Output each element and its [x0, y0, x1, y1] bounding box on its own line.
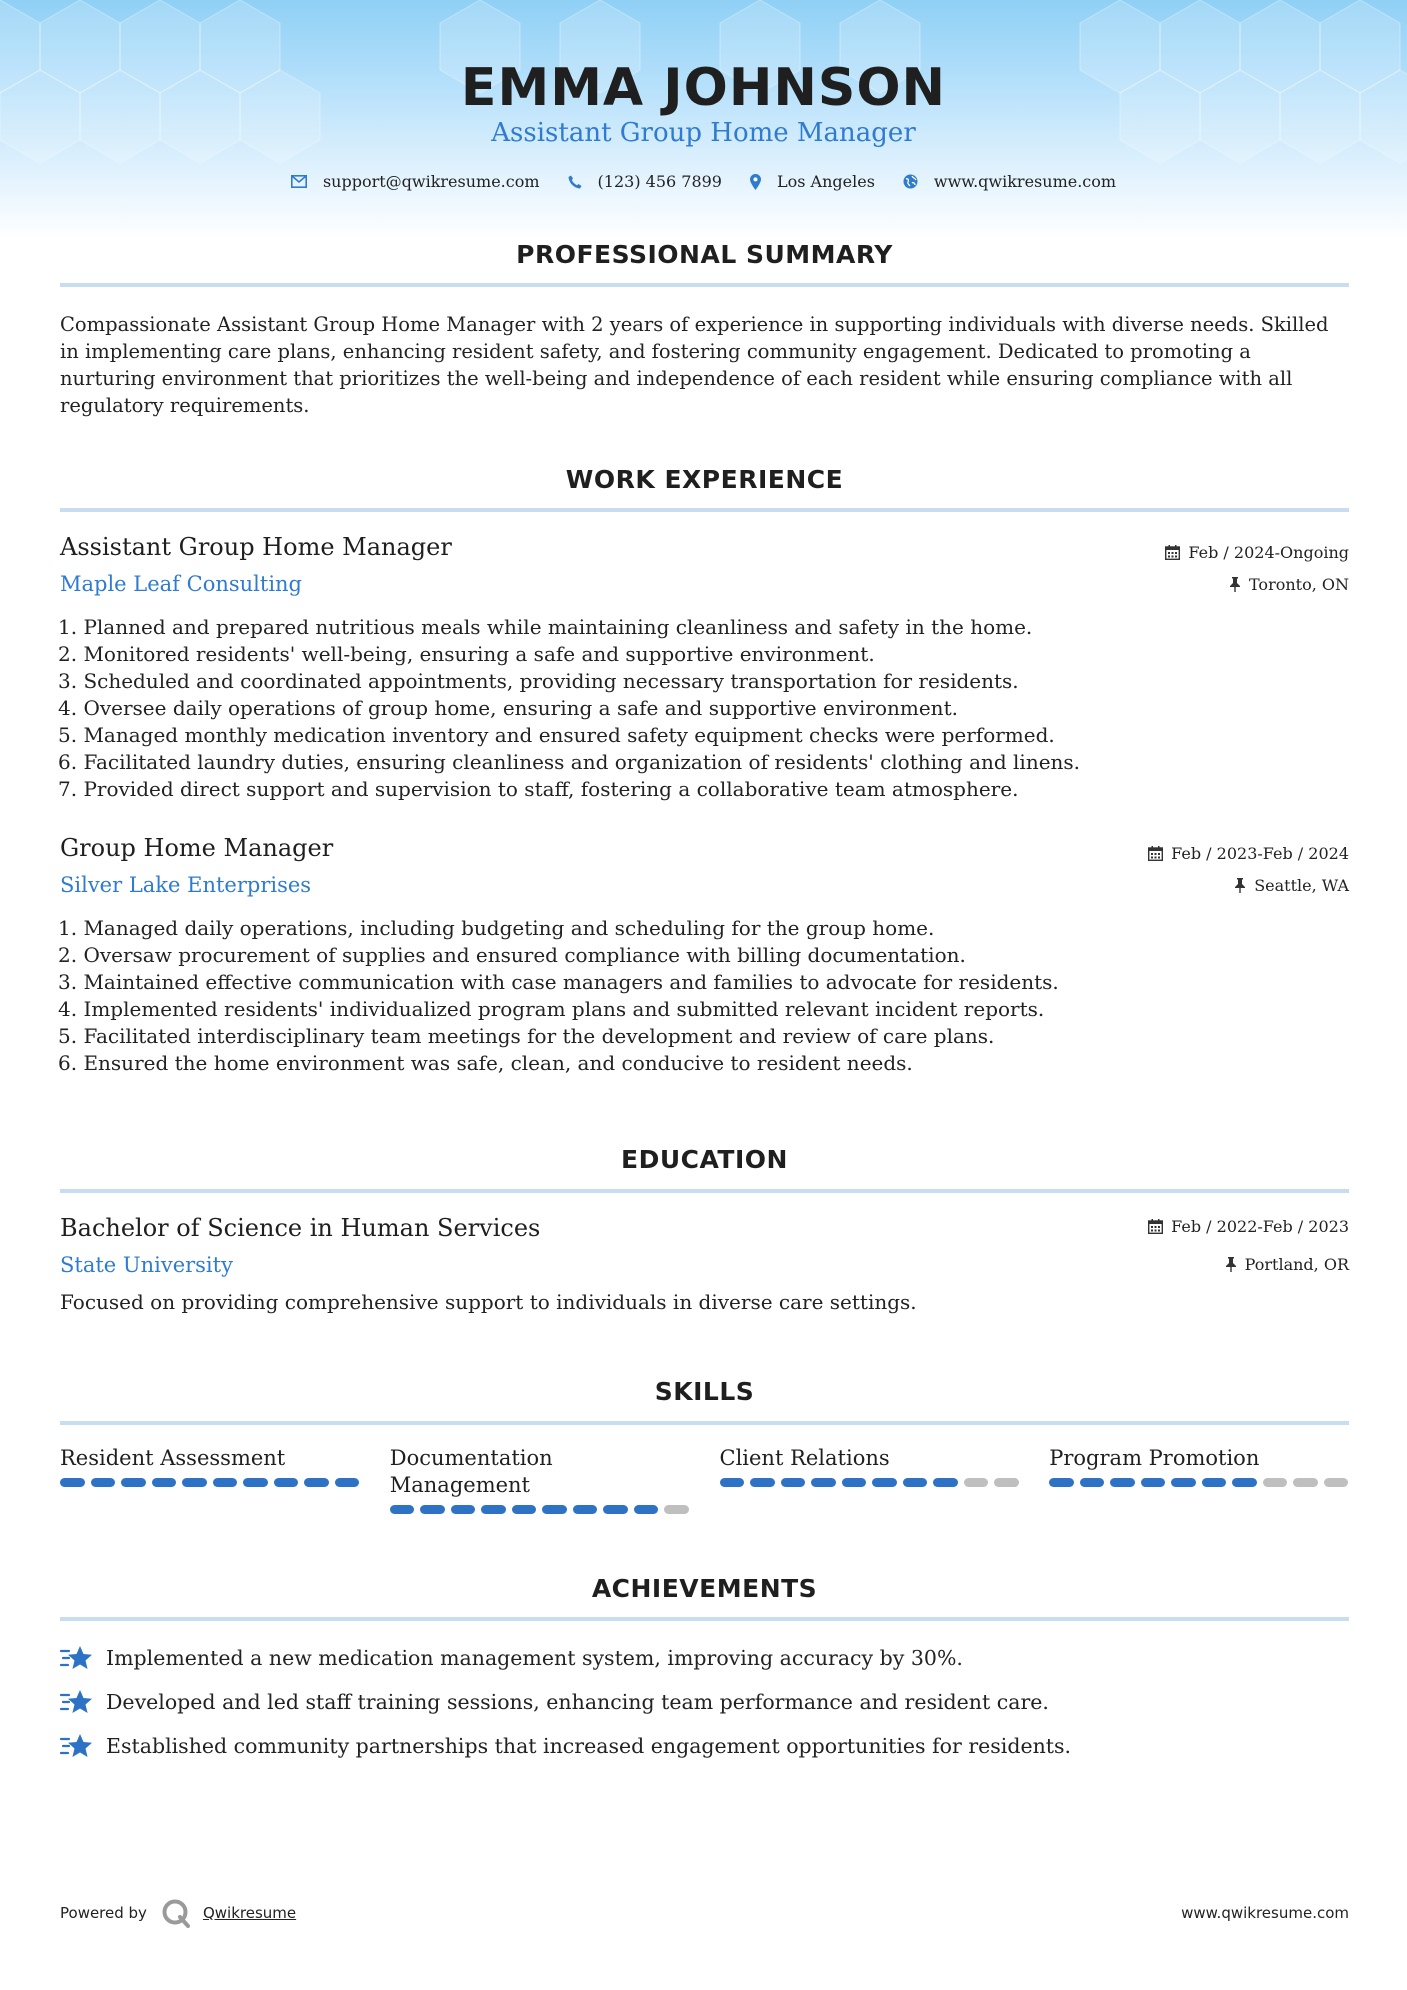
calendar-icon	[1148, 846, 1163, 861]
skill-segment-filled	[60, 1478, 85, 1487]
skill-segment-filled	[872, 1478, 897, 1487]
candidate-name: EMMA JOHNSON	[460, 58, 947, 118]
skills-divider	[60, 1421, 1349, 1425]
skill-segment-filled	[842, 1478, 867, 1487]
star-icon	[60, 1688, 94, 1716]
skill-segment-filled	[720, 1478, 745, 1487]
location-text: Los Angeles	[776, 172, 875, 191]
skill-name: Resident Assessment	[60, 1446, 286, 1470]
skill-segment-filled	[903, 1478, 928, 1487]
achievements-list	[60, 1636, 1350, 1768]
skills-grid	[60, 1445, 1349, 1514]
skill-segment-filled	[152, 1478, 177, 1487]
pushpin-icon	[1234, 878, 1246, 893]
list-item: Developed and led staff training sessions, enhancing team performance and resident care.	[60, 1680, 1350, 1724]
calendar-icon	[1148, 1219, 1163, 1234]
list-item: 2. Oversaw procurement of supplies and ensured compliance with billing documentation.	[58, 943, 966, 967]
skill-segment-filled	[933, 1478, 958, 1487]
skill-level-bar	[60, 1478, 360, 1487]
skill-segment-filled	[512, 1505, 537, 1514]
star-icon	[60, 1732, 94, 1760]
skill-segment-filled	[542, 1505, 567, 1514]
summary-text: Compassionate Assistant Group Home Manager with 2 years of experience in supporting individuals with diverse needs. Skilled in implementing care plans, enhancing resident safety, and fostering community engagement. Dedicated to promoting a nurturing environment that prioritizes the well-being and independence of each resident while ensuring compliance with all regulatory requirements.	[60, 313, 1329, 417]
candidate-role: Assistant Group Home Manager	[491, 118, 916, 148]
phone-icon	[568, 175, 582, 189]
job-1-dates: Feb / 2024-Ongoing	[1165, 543, 1349, 562]
brand-link[interactable]: Qwikresume	[202, 1904, 297, 1922]
list-item: 2. Monitored residents' well-being, ensuring a safe and supportive environment.	[58, 642, 875, 666]
skill-item	[60, 1445, 360, 1514]
skill-segment-filled	[335, 1478, 360, 1487]
footer-website[interactable]: www.qwikresume.com	[1181, 1904, 1349, 1922]
skill-item	[390, 1445, 690, 1514]
list-item: 1. Managed daily operations, including budgeting and scheduling for the group home.	[58, 916, 935, 940]
skill-name: Documentation Management	[389, 1446, 553, 1497]
education-divider	[60, 1189, 1349, 1193]
education-description: Focused on providing comprehensive support to individuals in diverse care settings.	[60, 1290, 917, 1314]
skill-segment-filled	[573, 1505, 598, 1514]
list-item: 4. Oversee daily operations of group home, ensuring a safe and supportive environment.	[58, 696, 958, 720]
skill-segment-filled	[603, 1505, 628, 1514]
skill-segment-filled	[1110, 1478, 1135, 1487]
skill-level-bar	[720, 1478, 1020, 1487]
summary-divider	[60, 283, 1349, 287]
skill-segment-empty	[1293, 1478, 1318, 1487]
education-school: State University	[60, 1253, 233, 1277]
job-2-bullets	[58, 915, 1348, 1077]
education-section-title: EDUCATION	[621, 1145, 788, 1174]
list-item: 6. Ensured the home environment was safe, clean, and conducive to resident needs.	[58, 1051, 913, 1075]
email-text: support@qwikresume.com	[322, 172, 540, 191]
qwikresume-logo	[161, 1898, 191, 1928]
job-1-title: Assistant Group Home Manager	[60, 533, 452, 561]
pushpin-icon	[1225, 1257, 1237, 1272]
skill-segment-filled	[420, 1505, 445, 1514]
list-item: Established community partnerships that increased engagement opportunities for residents.	[60, 1724, 1350, 1768]
list-item: 4. Implemented residents' individualized program plans and submitted relevant incident reports.	[58, 997, 1045, 1021]
contact-phone[interactable]	[568, 172, 722, 191]
skill-segment-filled	[274, 1478, 299, 1487]
contact-email[interactable]	[291, 172, 540, 191]
list-item: Implemented a new medication management system, improving accuracy by 30%.	[60, 1636, 1350, 1680]
skill-segment-filled	[481, 1505, 506, 1514]
map-pin-icon	[750, 174, 761, 190]
list-item: 7. Provided direct support and supervision to staff, fostering a collaborative team atmosphere.	[58, 777, 1019, 801]
job-1-company: Maple Leaf Consulting	[60, 572, 303, 596]
list-item: 3. Scheduled and coordinated appointments, providing necessary transportation for residents.	[58, 669, 1019, 693]
powered-by-label: Powered by	[60, 1904, 147, 1922]
achievements-divider	[60, 1617, 1349, 1621]
skill-segment-filled	[1080, 1478, 1105, 1487]
list-item: 5. Facilitated interdisciplinary team meetings for the development and review of care plans.	[58, 1024, 995, 1048]
summary-section-title: PROFESSIONAL SUMMARY	[516, 240, 893, 269]
skill-segment-filled	[1232, 1478, 1257, 1487]
phone-text: (123) 456 7899	[597, 172, 722, 191]
globe-icon	[903, 174, 918, 189]
skill-segment-filled	[781, 1478, 806, 1487]
education-location: Portland, OR	[1225, 1255, 1349, 1274]
skills-section-title: SKILLS	[654, 1377, 755, 1406]
skill-segment-empty	[1324, 1478, 1349, 1487]
achievements-section-title: ACHIEVEMENTS	[591, 1574, 818, 1603]
contact-website[interactable]	[903, 172, 1116, 191]
experience-divider	[60, 508, 1349, 512]
skill-item	[720, 1445, 1020, 1514]
job-2-dates: Feb / 2023-Feb / 2024	[1148, 844, 1349, 863]
star-icon	[60, 1644, 94, 1672]
job-1-bullets	[58, 614, 1348, 803]
skill-segment-filled	[1049, 1478, 1074, 1487]
skill-segment-filled	[811, 1478, 836, 1487]
job-2-title: Group Home Manager	[60, 834, 334, 862]
skill-segment-empty	[664, 1505, 689, 1514]
job-1-location: Toronto, ON	[1229, 575, 1349, 594]
skill-item	[1049, 1445, 1349, 1514]
skill-segment-filled	[1141, 1478, 1166, 1487]
website-text: www.qwikresume.com	[933, 172, 1117, 191]
education-degree: Bachelor of Science in Human Services	[60, 1214, 541, 1242]
list-item: 3. Maintained effective communication with case managers and families to advocate for residents.	[58, 970, 1059, 994]
skill-level-bar	[1049, 1478, 1349, 1487]
skill-segment-filled	[451, 1505, 476, 1514]
list-item: 1. Planned and prepared nutritious meals while maintaining cleanliness and safety in the home.	[58, 615, 1033, 639]
skill-segment-filled	[213, 1478, 238, 1487]
skill-level-bar	[390, 1505, 690, 1514]
pushpin-icon	[1229, 577, 1241, 592]
skill-segment-filled	[182, 1478, 207, 1487]
education-dates: Feb / 2022-Feb / 2023	[1148, 1217, 1349, 1236]
skill-segment-empty	[994, 1478, 1019, 1487]
contact-location	[750, 172, 875, 191]
experience-section-title: WORK EXPERIENCE	[565, 465, 844, 494]
skill-segment-filled	[750, 1478, 775, 1487]
list-item: 5. Managed monthly medication inventory and ensured safety equipment checks were performed.	[58, 723, 1055, 747]
skill-segment-filled	[121, 1478, 146, 1487]
skill-segment-filled	[243, 1478, 268, 1487]
skill-segment-empty	[1263, 1478, 1288, 1487]
skill-name: Client Relations	[719, 1446, 890, 1470]
job-2-location: Seattle, WA	[1234, 876, 1349, 895]
skill-segment-filled	[1202, 1478, 1227, 1487]
footer	[60, 1898, 1349, 1928]
skill-segment-filled	[634, 1505, 659, 1514]
skill-segment-filled	[390, 1505, 415, 1514]
skill-segment-filled	[91, 1478, 116, 1487]
job-2-company: Silver Lake Enterprises	[60, 873, 312, 897]
skill-name: Program Promotion	[1049, 1446, 1260, 1470]
contact-bar	[0, 172, 1407, 191]
list-item: 6. Facilitated laundry duties, ensuring cleanliness and organization of residents' clothing and linens.	[58, 750, 1081, 774]
envelope-icon	[291, 175, 307, 188]
skill-segment-empty	[964, 1478, 989, 1487]
skill-segment-filled	[1171, 1478, 1196, 1487]
skill-segment-filled	[304, 1478, 329, 1487]
calendar-icon	[1165, 545, 1180, 560]
